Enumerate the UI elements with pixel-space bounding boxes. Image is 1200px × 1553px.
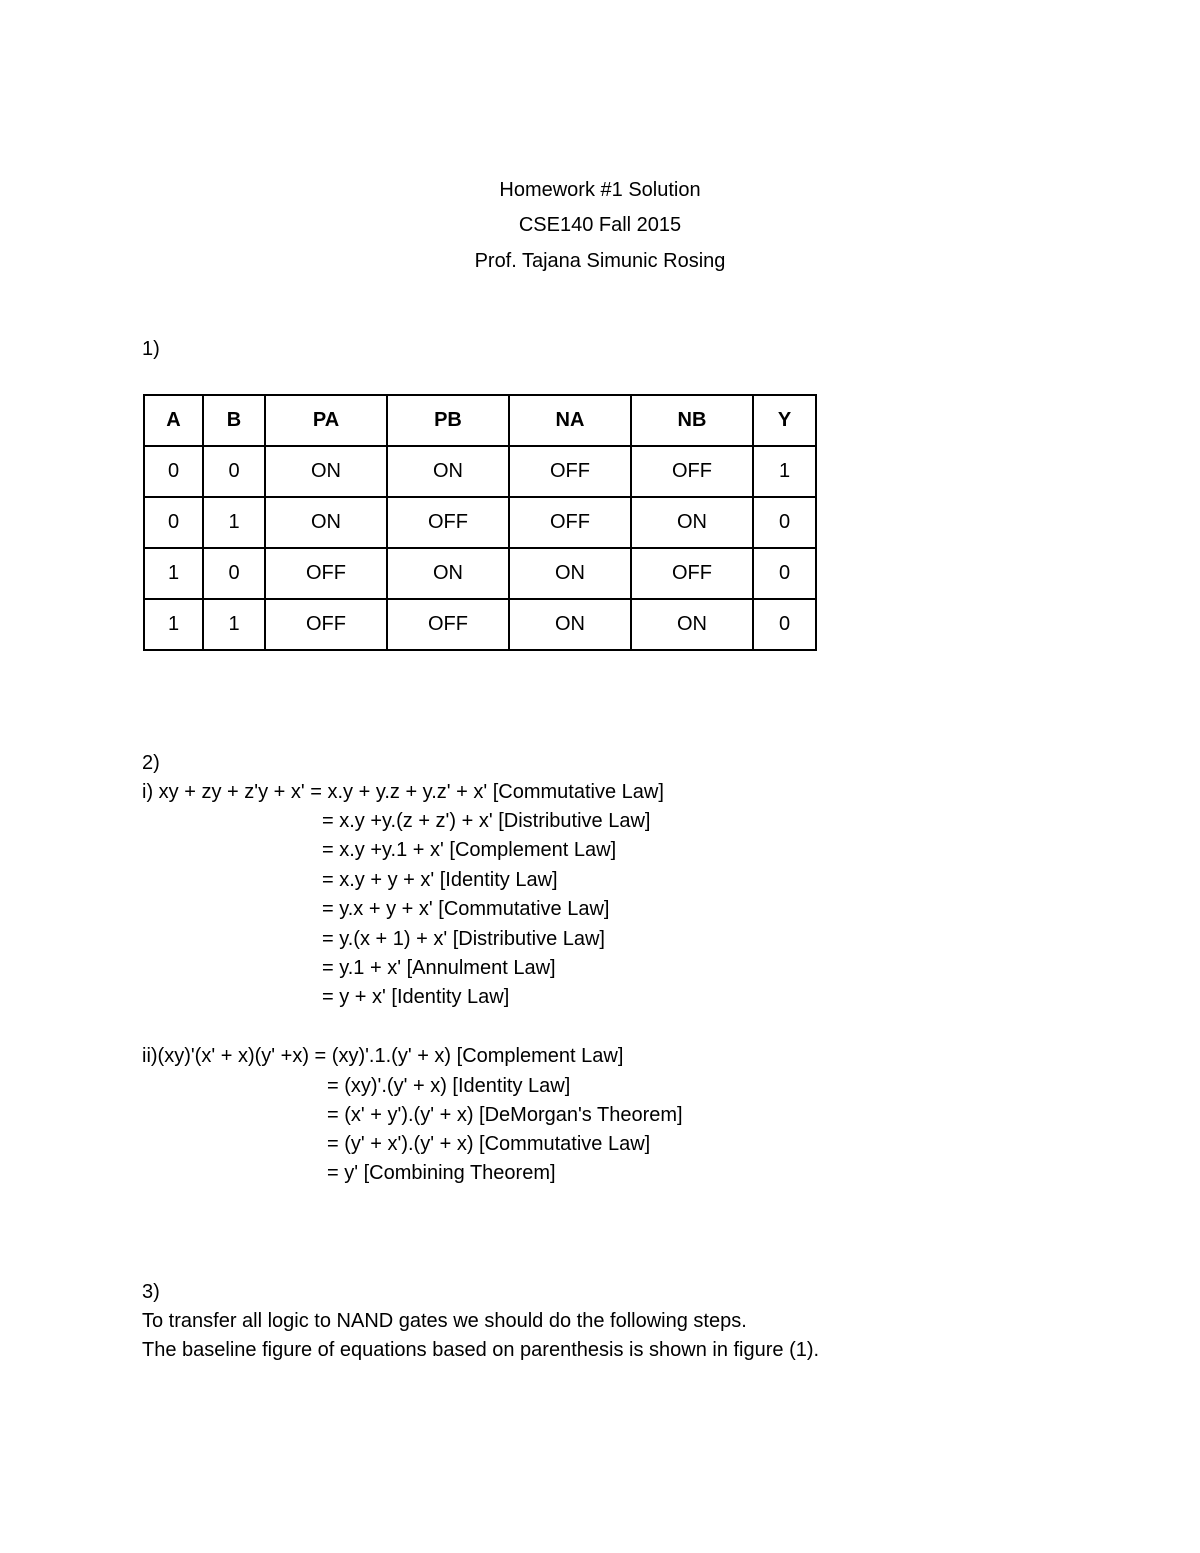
table-cell: 0 — [753, 497, 816, 548]
table-cell: ON — [509, 548, 631, 599]
header-cell: B — [203, 395, 265, 446]
table-cell: 0 — [203, 446, 265, 497]
instructor-name: Prof. Tajana Simunic Rosing — [474, 250, 726, 272]
table-cell: OFF — [265, 548, 387, 599]
table-row — [144, 548, 816, 599]
table-cell: ON — [265, 497, 387, 548]
table-row — [144, 599, 816, 650]
proof-line: = (y' + x').(y' + x) [Commutative Law] — [327, 1133, 651, 1155]
proof-line: = y.(x + 1) + x' [Distributive Law] — [322, 928, 605, 950]
header-cell: PA — [265, 395, 387, 446]
proof-line: i) xy + zy + z'y + x' = x.y + y.z + y.z' + x' [Commutative Law] — [142, 781, 664, 803]
proof-line: = (x' + y').(y' + x) [DeMorgan's Theorem] — [327, 1104, 683, 1126]
table-cell: 0 — [144, 497, 203, 548]
proof-line: = x.y +y.1 + x' [Complement Law] — [322, 839, 617, 861]
table-cell: ON — [387, 446, 509, 497]
proof-line: = (xy)'.(y' + x) [Identity Law] — [327, 1075, 571, 1097]
course-info: CSE140 Fall 2015 — [518, 214, 682, 236]
table-cell: ON — [265, 446, 387, 497]
table-cell: 0 — [753, 548, 816, 599]
table-cell: 0 — [203, 548, 265, 599]
question-1-label: 1) — [142, 338, 160, 360]
proof-line: = x.y + y + x' [Identity Law] — [322, 869, 558, 891]
proof-line: = x.y +y.(z + z') + x' [Distributive Law] — [322, 810, 651, 832]
table-cell: OFF — [509, 446, 631, 497]
table-cell: OFF — [387, 599, 509, 650]
paragraph-line: To transfer all logic to NAND gates we should do the following steps. — [142, 1310, 747, 1332]
table-cell: 0 — [753, 599, 816, 650]
table-row — [144, 497, 816, 548]
table-cell: ON — [387, 548, 509, 599]
paragraph-line: The baseline figure of equations based on parenthesis is shown in figure (1). — [142, 1339, 820, 1361]
header-cell: NA — [509, 395, 631, 446]
header-cell: PB — [387, 395, 509, 446]
proof-line: = y + x' [Identity Law] — [322, 986, 510, 1008]
table-cell: OFF — [387, 497, 509, 548]
table-cell: 1 — [203, 497, 265, 548]
table-row — [144, 446, 816, 497]
header-cell: Y — [753, 395, 816, 446]
table-cell: OFF — [265, 599, 387, 650]
table-cell: 1 — [753, 446, 816, 497]
table-cell: OFF — [631, 548, 753, 599]
question-2-label: 2) — [142, 752, 160, 774]
table-cell: ON — [631, 497, 753, 548]
table-header-row — [144, 395, 816, 446]
header-cell: A — [144, 395, 203, 446]
document-title: Homework #1 Solution — [499, 179, 701, 201]
table-cell: 1 — [203, 599, 265, 650]
header-cell: NB — [631, 395, 753, 446]
proof-line: = y.x + y + x' [Commutative Law] — [322, 898, 610, 920]
table-cell: 0 — [144, 446, 203, 497]
table-cell: 1 — [144, 599, 203, 650]
proof-line: = y.1 + x' [Annulment Law] — [322, 957, 556, 979]
table-cell: ON — [631, 599, 753, 650]
proof-line: = y' [Combining Theorem] — [327, 1162, 556, 1184]
table-cell: OFF — [631, 446, 753, 497]
table-cell: ON — [509, 599, 631, 650]
table-cell: OFF — [509, 497, 631, 548]
question-3-label: 3) — [142, 1281, 160, 1303]
truth-table — [143, 394, 817, 651]
proof-line: ii)(xy)'(x' + x)(y' +x) = (xy)'.1.(y' + x) [Complement Law] — [142, 1045, 624, 1067]
table-cell: 1 — [144, 548, 203, 599]
